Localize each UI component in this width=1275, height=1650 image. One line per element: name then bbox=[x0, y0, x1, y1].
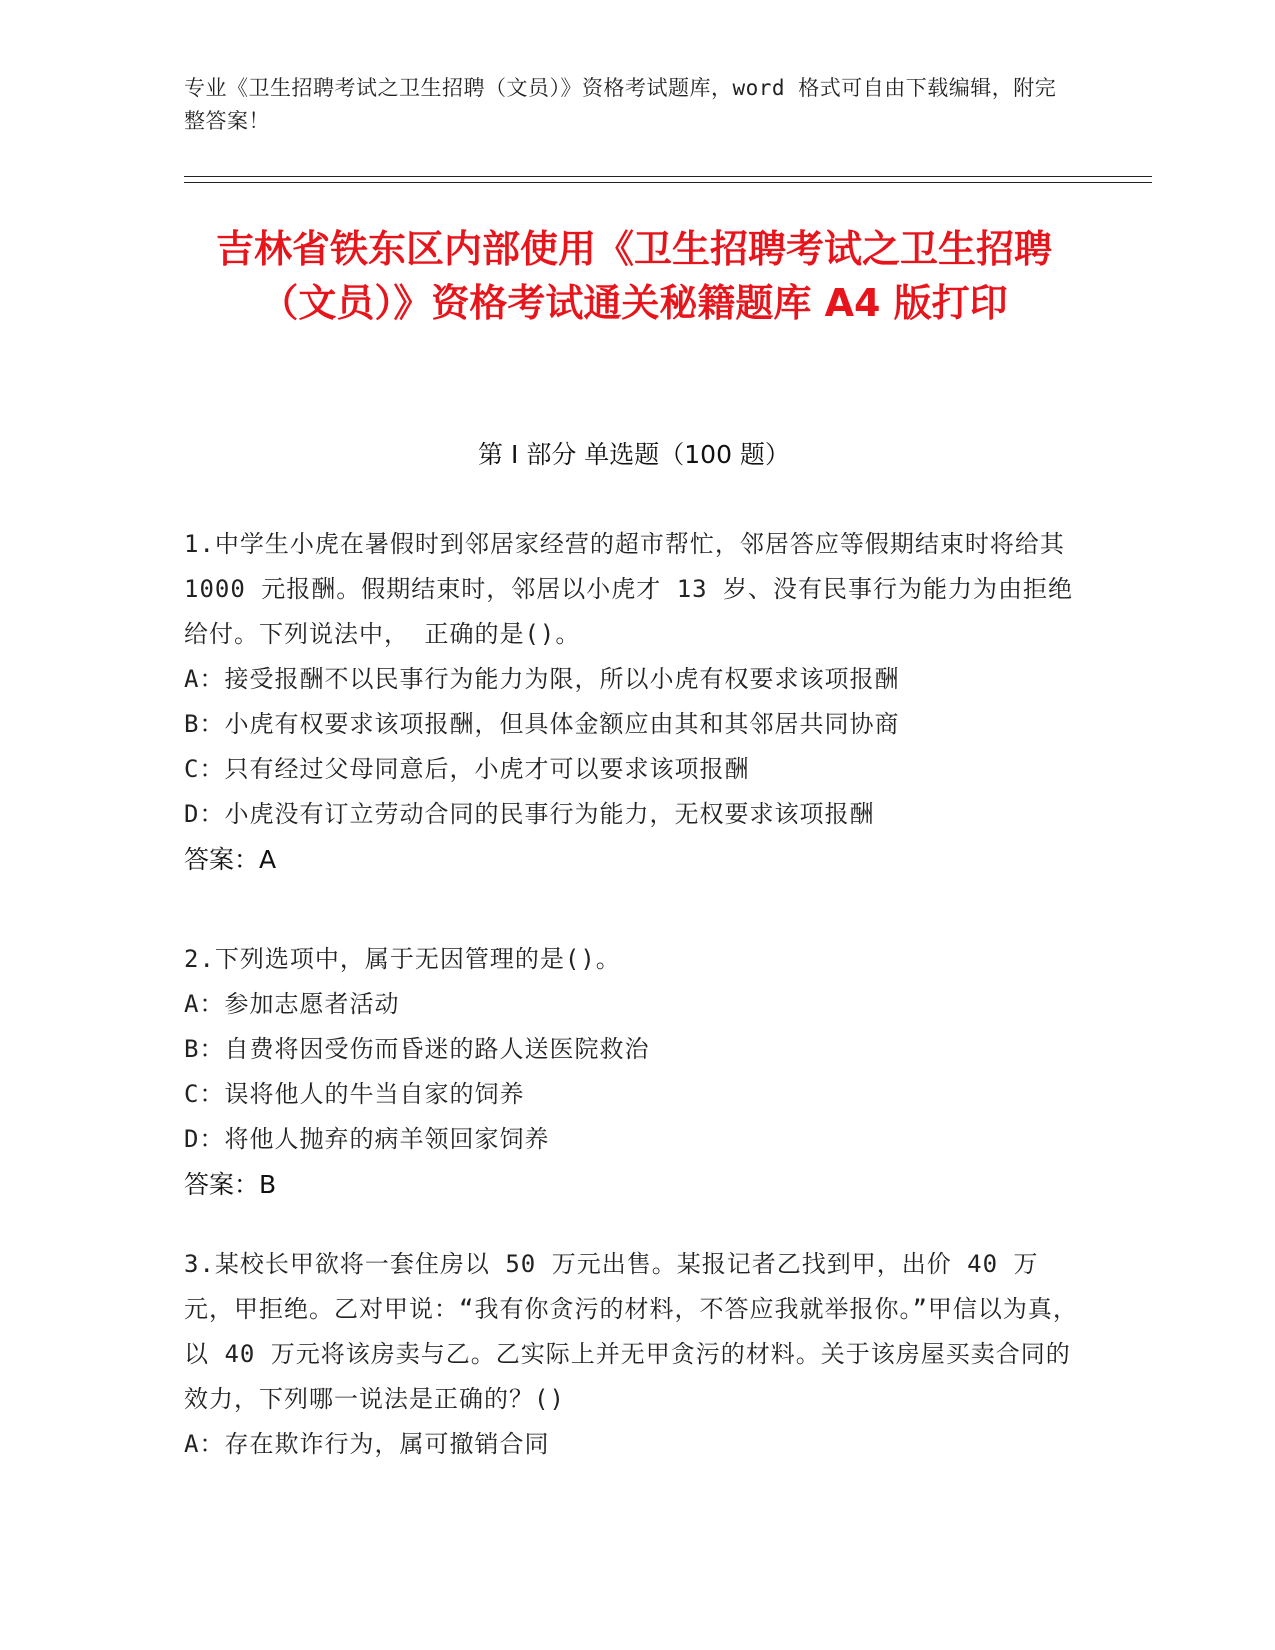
option-b: B：自费将因受伤而昏迷的路人送医院救治 bbox=[184, 1035, 650, 1063]
question-3 bbox=[184, 1242, 1084, 1467]
option-a: A：参加志愿者活动 bbox=[184, 990, 400, 1018]
document-title: 吉林省铁东区内部使用《卫生招聘考试之卫生招聘（文员）》资格考试通关秘籍题库 A4 版打印 bbox=[215, 227, 1052, 325]
option-d: D：将他人抛弃的病羊领回家饲养 bbox=[184, 1125, 550, 1153]
question-stem: 3.某校长甲欲将一套住房以 50 万元出售。某报记者乙找到甲，出价 40 万元，甲拒绝。乙对甲说：“我有你贪污的材料，不答应我就举报你。”甲信以为真，以 40 万元将该房卖与乙。乙实际上并无甲贪污的材料。关于该房屋买卖合同的效力，下列哪一说法是正确的？() bbox=[184, 1250, 1078, 1413]
question-1 bbox=[184, 522, 1084, 882]
header-rule-bottom bbox=[184, 182, 1152, 183]
answer: 答案：A bbox=[184, 845, 277, 874]
option-b: B：小虎有权要求该项报酬，但具体金额应由其和其邻居共同协商 bbox=[184, 710, 900, 738]
question-stem: 2.下列选项中，属于无因管理的是()。 bbox=[184, 945, 621, 973]
option-c: C：只有经过父母同意后，小虎才可以要求该项报酬 bbox=[184, 755, 750, 783]
option-a: A：存在欺诈行为，属可撤销合同 bbox=[184, 1430, 550, 1458]
option-d: D：小虎没有订立劳动合同的民事行为能力，无权要求该项报酬 bbox=[184, 800, 875, 828]
answer: 答案：B bbox=[184, 1170, 277, 1199]
section-title: 第 I 部分 单选题（100 题） bbox=[478, 440, 790, 469]
option-c: C：误将他人的牛当自家的饲养 bbox=[184, 1080, 525, 1108]
header-rule-top bbox=[184, 176, 1152, 177]
option-a: A：接受报酬不以民事行为能力为限，所以小虎有权要求该项报酬 bbox=[184, 665, 900, 693]
header-note: 专业《卫生招聘考试之卫生招聘（文员）》资格考试题库，word 格式可自由下载编辑，附完整答案！ bbox=[184, 76, 1057, 133]
question-2 bbox=[184, 937, 1084, 1207]
question-stem: 1.中学生小虎在暑假时到邻居家经营的超市帮忙，邻居答应等假期结束时将给其 1000 元报酬。假期结束时，邻居以小虎才 13 岁、没有民事行为能力为由拒绝给付。下列说法中， 正确的是()。 bbox=[184, 530, 1074, 648]
